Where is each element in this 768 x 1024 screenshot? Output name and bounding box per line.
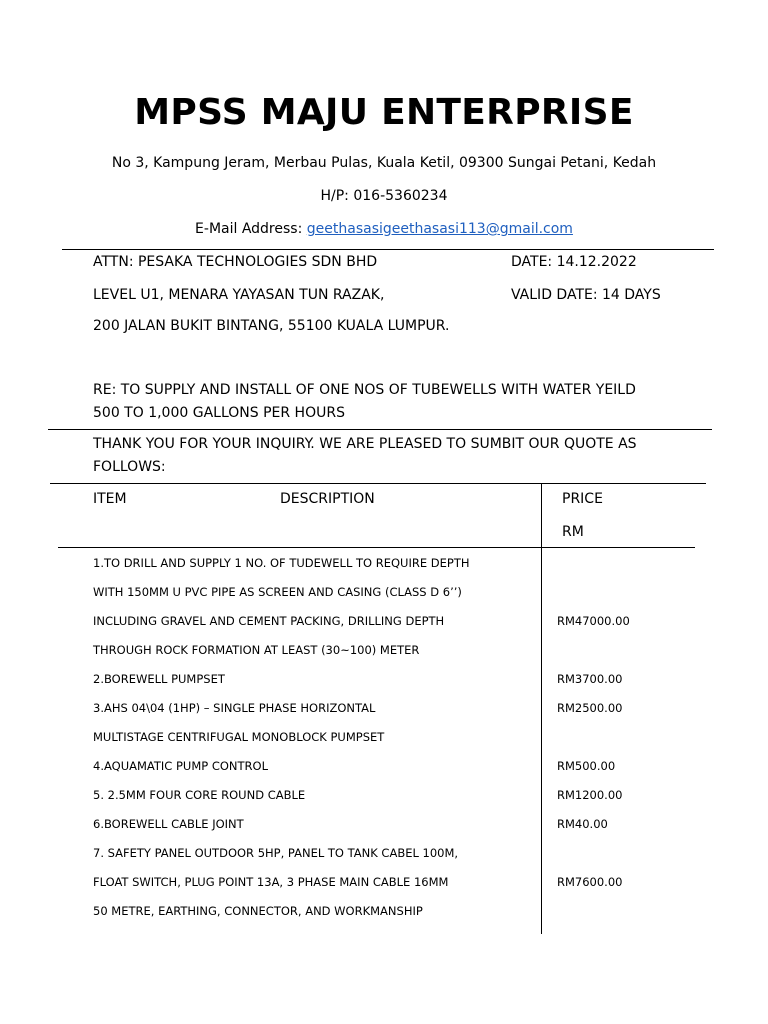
valid-date: VALID DATE: 14 DAYS xyxy=(511,287,661,303)
header-description: DESCRIPTION xyxy=(280,491,375,507)
header-divider xyxy=(62,249,714,250)
intro-line2: FOLLOWS: xyxy=(93,459,166,475)
company-name: MPSS MAJU ENTERPRISE xyxy=(134,92,634,133)
subject-divider xyxy=(48,429,712,430)
table-row-description: WITH 150MM U PVC PIPE AS SCREEN AND CASING (CLASS D 6’’) xyxy=(93,585,462,599)
subject-line1: RE: TO SUPPLY AND INSTALL OF ONE NOS OF TUBEWELLS WITH WATER YEILD xyxy=(93,382,636,398)
table-row-price: RM7600.00 xyxy=(557,875,623,889)
email-link[interactable]: geethasasigeethasasi113@gmail.com xyxy=(306,221,573,237)
quote-date: DATE: 14.12.2022 xyxy=(511,254,637,270)
table-row-description: THROUGH ROCK FORMATION AT LEAST (30~100) METER xyxy=(93,643,420,657)
table-row-description: 7. SAFETY PANEL OUTDOOR 5HP, PANEL TO TANK CABEL 100M, xyxy=(93,846,459,860)
table-row-description: INCLUDING GRAVEL AND CEMENT PACKING, DRILLING DEPTH xyxy=(93,614,445,628)
company-phone: H/P: 016-5360234 xyxy=(320,188,448,204)
table-top-border xyxy=(50,483,706,484)
table-row-description: 6.BOREWELL CABLE JOINT xyxy=(93,817,244,831)
attn-line: ATTN: PESAKA TECHNOLOGIES SDN BHD xyxy=(93,254,378,270)
table-header-divider xyxy=(58,547,695,548)
table-row-price: RM47000.00 xyxy=(557,614,630,628)
header-currency: RM xyxy=(562,524,584,540)
table-row-description: 50 METRE, EARTHING, CONNECTOR, AND WORKMANSHIP xyxy=(93,904,423,918)
header-price: PRICE xyxy=(562,491,603,507)
table-row-price: RM3700.00 xyxy=(557,672,623,686)
intro-line1: THANK YOU FOR YOUR INQUIRY. WE ARE PLEASED TO SUMBIT OUR QUOTE AS xyxy=(93,436,637,452)
table-row-description: 5. 2.5MM FOUR CORE ROUND CABLE xyxy=(93,788,306,802)
table-row-description: 4.AQUAMATIC PUMP CONTROL xyxy=(93,759,268,773)
table-row-description: 3.AHS 04\04 (1HP) – SINGLE PHASE HORIZONTAL xyxy=(93,701,376,715)
email-label: E-Mail Address: xyxy=(195,221,307,237)
table-row-description: MULTISTAGE CENTRIFUGAL MONOBLOCK PUMPSET xyxy=(93,730,385,744)
table-row-price: RM1200.00 xyxy=(557,788,623,802)
table-row-description: 1.TO DRILL AND SUPPLY 1 NO. OF TUDEWELL TO REQUIRE DEPTH xyxy=(93,556,470,570)
company-address: No 3, Kampung Jeram, Merbau Pulas, Kuala Ketil, 09300 Sungai Petani, Kedah xyxy=(111,155,657,171)
table-row-price: RM500.00 xyxy=(557,759,616,773)
subject-line2: 500 TO 1,000 GALLONS PER HOURS xyxy=(93,405,345,421)
company-email-line xyxy=(0,221,768,237)
recipient-address-line1: LEVEL U1, MENARA YAYASAN TUN RAZAK, xyxy=(93,287,385,303)
table-row-price: RM40.00 xyxy=(557,817,608,831)
table-row-price: RM2500.00 xyxy=(557,701,623,715)
table-row-description: 2.BOREWELL PUMPSET xyxy=(93,672,225,686)
table-row-description: FLOAT SWITCH, PLUG POINT 13A, 3 PHASE MAIN CABLE 16MM xyxy=(93,875,449,889)
price-column-divider xyxy=(541,483,542,934)
recipient-address-line2: 200 JALAN BUKIT BINTANG, 55100 KUALA LUMPUR. xyxy=(93,318,450,334)
header-item: ITEM xyxy=(93,491,127,507)
